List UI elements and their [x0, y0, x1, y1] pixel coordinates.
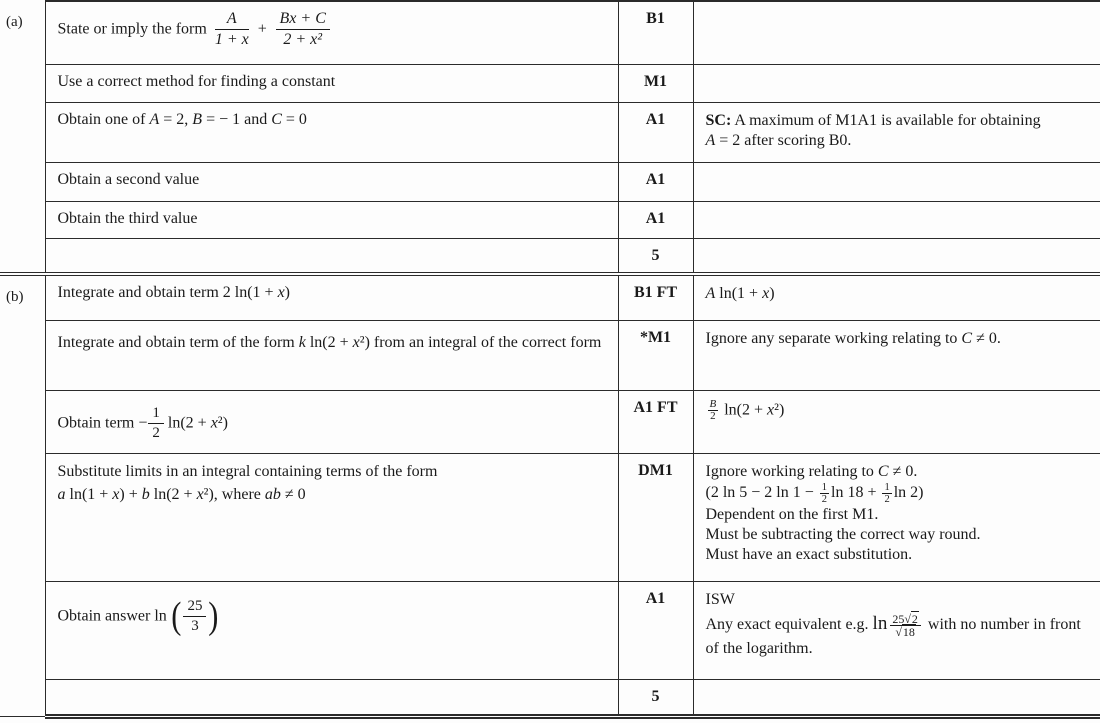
right-paren: ): [208, 595, 219, 638]
desc-cell: [45, 453, 618, 581]
guidance-cell: [693, 581, 1100, 679]
desc-cell: [45, 238, 618, 274]
mark-cell: DM1: [618, 453, 693, 581]
desc-cell: [45, 390, 618, 453]
desc-cell: Obtain a second value: [45, 162, 618, 201]
guidance-cell: [693, 453, 1100, 581]
mark-cell: A1: [618, 162, 693, 201]
guidance-line: Must have an exact substitution.: [705, 545, 913, 563]
guidance-cell: [693, 320, 1100, 390]
guidance-line: A = 2 after scoring B0.: [705, 132, 852, 150]
guidance-line: Any exact equivalent e.g. ln $\frac{25√2}{√18}$ with no number in front of the logarithm.: [705, 611, 1081, 657]
guidance-cell: [693, 274, 1100, 320]
table-row: [0, 679, 1100, 716]
guidance-line: (2 ln 5 − 2 ln 1 − $\frac{1}{2}$ ln 18 + $\frac{1}{2}$ ln 2): [705, 481, 924, 505]
ln-symbol: ln: [872, 613, 888, 635]
mark-cell: A1: [618, 201, 693, 238]
table-row: [0, 390, 1100, 453]
guidance-cell: [693, 1, 1100, 64]
desc-text: Obtain answer ln: [57, 606, 167, 624]
operator: +: [256, 20, 268, 38]
fraction: $\frac{1}{2}$: [884, 481, 890, 505]
mark-cell: A1 FT: [618, 390, 693, 453]
desc-text: ln(2 + x²): [167, 413, 228, 431]
desc-cell: Integrate and obtain term of the form k ln(2 + x²) from an integral of the correct form: [45, 320, 618, 390]
mark-cell: B1 FT: [618, 274, 693, 320]
mark-cell: M1: [618, 64, 693, 102]
desc-cell: Integrate and obtain term 2 ln(1 + x): [45, 274, 618, 320]
guidance-cell: [693, 64, 1100, 102]
table-row: [0, 274, 1100, 320]
part-total-cell: 5: [618, 679, 693, 716]
desc-cell: Use a correct method for finding a constant: [45, 64, 618, 102]
left-paren: (: [171, 595, 182, 638]
desc-text: Obtain term −: [57, 413, 148, 431]
table-row: [0, 581, 1100, 679]
guidance-line: Must be subtracting the correct way round.: [705, 525, 981, 543]
part-total-cell: 5: [618, 238, 693, 274]
guidance-line: SC: A maximum of M1A1 is available for obtaining: [705, 111, 1041, 129]
desc-cell: Obtain one of A = 2, B = − 1 and C = 0: [45, 102, 618, 162]
table-row: [0, 320, 1100, 390]
fraction: $\frac{B}{2}$: [709, 397, 717, 423]
guidance-line: Ignore any separate working relating to C ≠ 0.: [705, 329, 1001, 347]
desc-line: a ln(1 + x) + b ln(2 + x²), where ab ≠ 0: [57, 486, 306, 504]
guidance-line: Dependent on the first M1.: [705, 505, 879, 523]
fraction: $\frac{1}{2}$: [821, 481, 828, 505]
guidance-text: ln(2 + x²): [720, 401, 785, 419]
mark-cell: *M1: [618, 320, 693, 390]
desc-cell: [45, 1, 618, 64]
mark-cell: A1: [618, 102, 693, 162]
part-label-a: (a): [0, 1, 45, 274]
guidance-cell: [693, 390, 1100, 453]
desc-cell: [45, 581, 618, 679]
table-row: [0, 453, 1100, 581]
desc-cell: Obtain the third value: [45, 201, 618, 238]
guidance-line: Ignore working relating to C ≠ 0.: [705, 462, 918, 480]
table-row: [0, 238, 1100, 274]
guidance-cell: [693, 201, 1100, 238]
table-row: [0, 201, 1100, 238]
desc-cell: [45, 679, 618, 716]
guidance-cell: [693, 238, 1100, 274]
fraction: $\frac{A}{1 + x}$: [214, 10, 249, 49]
table-row: [0, 64, 1100, 102]
desc-line: Substitute limits in an integral containing terms of the form: [57, 462, 438, 480]
table-row: [0, 1, 1100, 64]
fraction: $\frac{25}{3}$: [183, 598, 206, 636]
fraction: $\frac{1}{2}$: [148, 405, 164, 443]
mark-cell: A1: [618, 581, 693, 679]
fraction: $\frac{Bx + C}{\text{2 + x²}}$: [276, 10, 330, 50]
guidance-cell: [693, 102, 1100, 162]
table-row: [0, 102, 1100, 162]
desc-text: State or imply the form: [57, 20, 207, 38]
guidance-cell: [693, 162, 1100, 201]
mark-cell: B1: [618, 1, 693, 64]
guidance-cell: [693, 679, 1100, 716]
fraction: $\frac{25√2}{√18}$: [890, 613, 921, 639]
guidance-line: ISW: [705, 590, 735, 608]
guidance-line: A ln(1 + x): [705, 285, 775, 302]
table-row: [0, 162, 1100, 201]
part-label-b: (b): [0, 274, 45, 716]
